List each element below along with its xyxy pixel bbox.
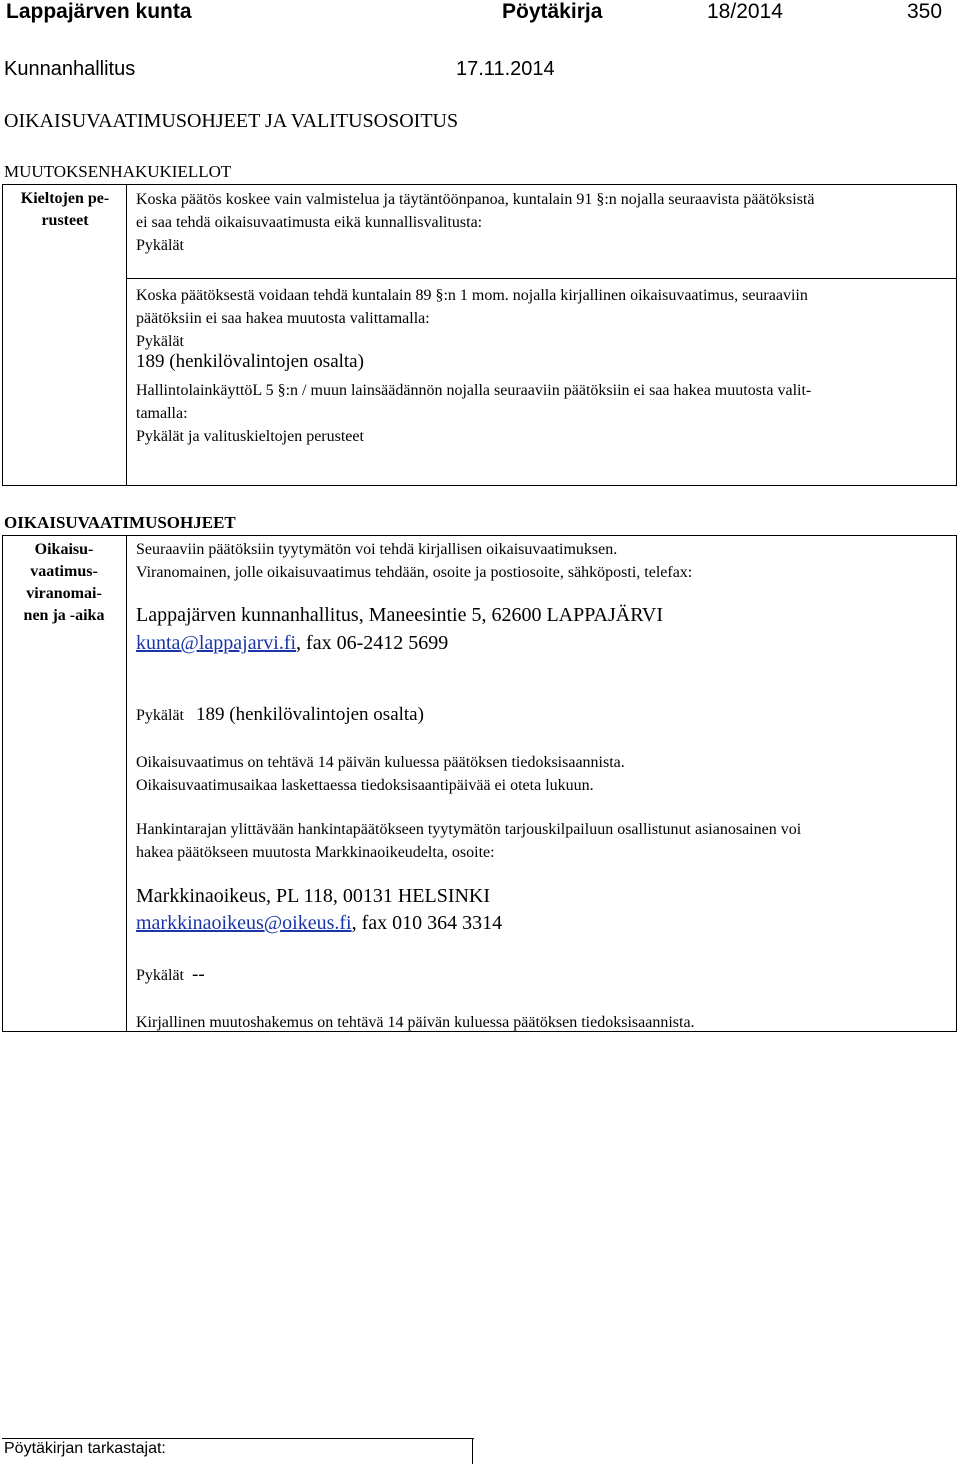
section1-p2-line1: Koska päätöksestä voidaan tehdä kuntalain 89 §:n 1 mom. nojalla kirjallinen oikaisuvaatimus, seuraaviin xyxy=(136,287,808,304)
section1-title: MUUTOKSENHAKUKIELLOT xyxy=(4,162,232,181)
footer-line xyxy=(2,1438,474,1439)
footer-divider xyxy=(472,1438,473,1464)
section2-divider xyxy=(126,535,127,1032)
section1-row-divider xyxy=(126,278,957,279)
footer-reviewers: Pöytäkirjan tarkastajat: xyxy=(4,1440,166,1457)
section2-pykalat-label: Pykälät xyxy=(136,707,184,724)
header-org: Lappajärven kunta xyxy=(6,0,192,23)
section1-p2-pykalat: Pykälät xyxy=(136,333,184,350)
section1-p3-line1: HallintolainkäyttöL 5 §:n / muun lainsäädännön nojalla seuraaviin päätöksiin ei saa hakea muutosta valit- xyxy=(136,382,812,399)
authority-address: Lappajärven kunnanhallitus, Maneesintie 5, 62600 LAPPAJÄRVI xyxy=(136,604,664,626)
deadline-line1: Oikaisuvaatimus on tehtävä 14 päivän kuluessa päätöksen tiedoksisaannista. xyxy=(136,754,625,771)
court-pykalat-label: Pykälät xyxy=(136,967,184,984)
header-doc-type: Pöytäkirja xyxy=(502,0,603,23)
section1-p2-value: 189 (henkilövalintojen osalta) xyxy=(136,351,364,372)
main-title: OIKAISUVAATIMUSOHJEET JA VALITUSOSOITUS xyxy=(4,110,459,132)
section2-pykalat-row xyxy=(136,704,424,727)
procurement-line1: Hankintarajan ylittävään hankintapäätökseen tyytymätön tarjouskilpailuun osallistunut asianosainen voi xyxy=(136,821,802,838)
authority-contact xyxy=(136,632,448,655)
section1-p1-line1: Koska päätös koskee vain valmistelua ja täytäntöönpanoa, kuntalain 91 §:n nojalla seuraavista päätöksistä xyxy=(136,191,815,208)
section2-intro-line1: Seuraaviin päätöksiin tyytymätön voi tehdä kirjallisen oikaisuvaatimuksen. xyxy=(136,541,618,558)
court-contact xyxy=(136,912,502,935)
court-pykalat-row xyxy=(136,964,205,987)
authority-email-link[interactable]: kunta@lappajarvi.fi xyxy=(136,632,297,654)
section1-divider xyxy=(126,184,127,486)
header-page: 350 xyxy=(907,0,943,23)
section1-label: Kieltojen pe- rusteet xyxy=(20,190,110,229)
section2-title: OIKAISUVAATIMUSOHJEET xyxy=(4,513,236,532)
authority-fax: , fax 06-2412 5699 xyxy=(296,632,449,654)
section1-p3-pykalat: Pykälät ja valituskieltojen perusteet xyxy=(136,428,364,445)
court-email-link[interactable]: markkinaoikeus@oikeus.fi xyxy=(136,912,352,934)
section1-p1-pykalat: Pykälät xyxy=(136,237,184,254)
header-number: 18/2014 xyxy=(707,0,783,23)
header-body: Kunnanhallitus xyxy=(4,58,136,80)
court-address: Markkinaoikeus, PL 118, 00131 HELSINKI xyxy=(136,885,491,907)
header-date: 17.11.2014 xyxy=(456,58,555,80)
section2-intro-line2: Viranomainen, jolle oikaisuvaatimus tehdään, osoite ja postiosoite, sähköposti, telefax: xyxy=(136,564,693,581)
court-fax: , fax 010 364 3314 xyxy=(351,912,503,934)
section2-label: Oikaisu- vaatimus- viranomai- nen ja -aika xyxy=(23,541,105,624)
procurement-line2: hakea päätökseen muutosta Markkinaoikeudelta, osoite: xyxy=(136,844,495,861)
court-deadline: Kirjallinen muutoshakemus on tehtävä 14 päivän kuluessa päätöksen tiedoksisaannista. xyxy=(136,1014,695,1031)
deadline-line2: Oikaisuvaatimusaikaa laskettaessa tiedoksisaantipäivää ei oteta lukuun. xyxy=(136,777,594,794)
court-pykalat-value: -- xyxy=(192,964,205,985)
section1-p3-line2: tamalla: xyxy=(136,405,188,422)
section1-p2-line2: päätöksiin ei saa hakea muutosta valittamalla: xyxy=(136,310,430,327)
section2-pykalat-value: 189 (henkilövalintojen osalta) xyxy=(196,704,424,725)
section1-p1-line2: ei saa tehdä oikaisuvaatimusta eikä kunnallisvalitusta: xyxy=(136,214,483,231)
